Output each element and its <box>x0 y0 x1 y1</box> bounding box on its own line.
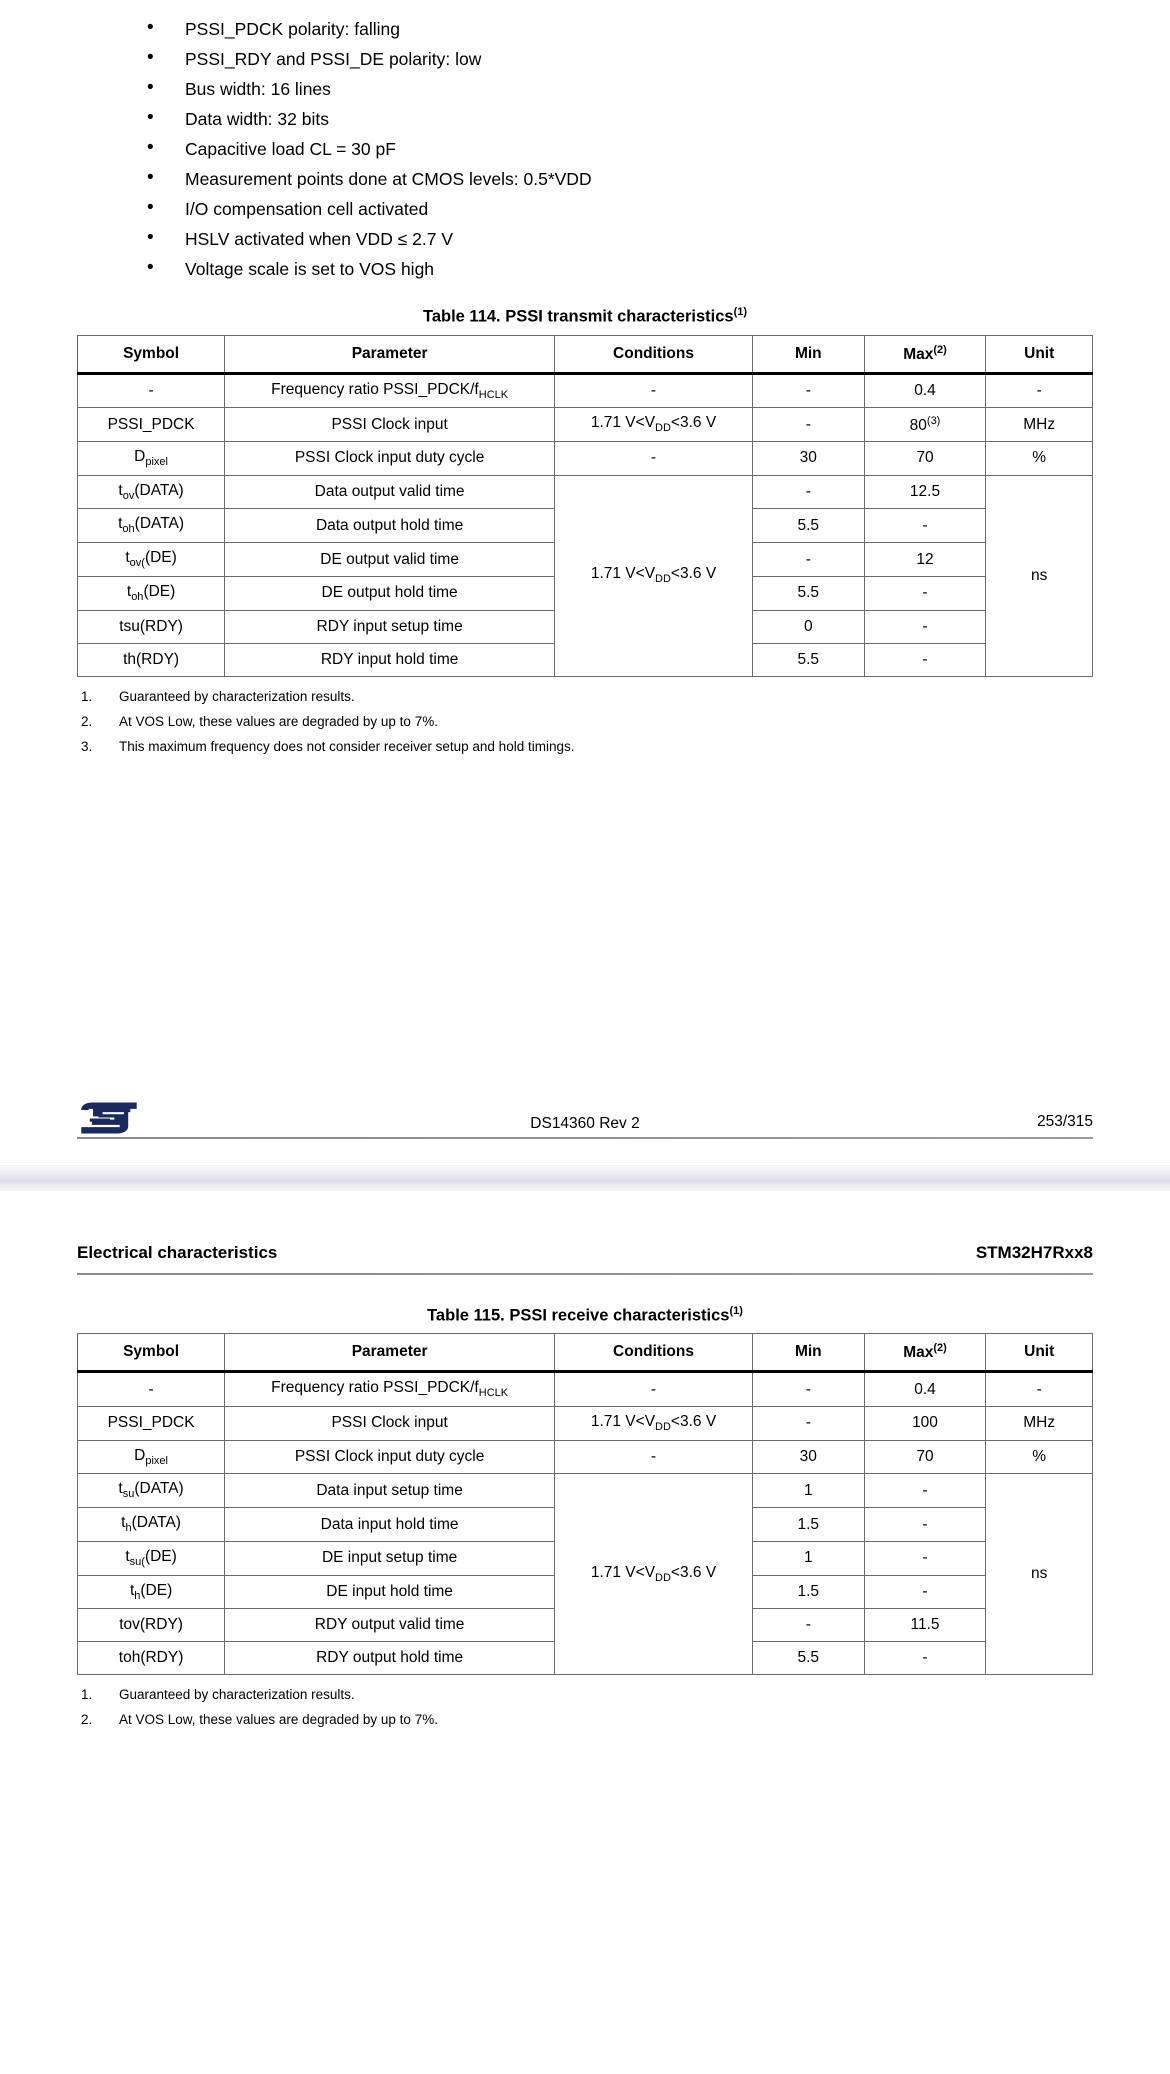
list-item <box>77 194 1093 224</box>
document-revision: DS14360 Rev 2 <box>530 1114 640 1132</box>
column-header-max-text: Max <box>903 345 934 363</box>
cell-symbol-tail: (DE) <box>143 582 176 600</box>
bullet-text: Capacitive load CL = 30 pF <box>185 139 396 159</box>
cell-parameter: DE output valid time <box>225 543 555 577</box>
cell-conditions-tail: <3.6 V <box>670 1412 717 1430</box>
cell-symbol: th(RDY) <box>78 643 225 676</box>
cell-symbol-subscript: ov <box>122 489 135 502</box>
cell-symbol-tail: (DATA) <box>134 515 185 533</box>
cell-symbol-text: t <box>118 515 123 533</box>
cell-symbol-subscript: su( <box>129 1555 145 1568</box>
cell-parameter: DE input hold time <box>225 1575 555 1609</box>
cell-unit-merged: ns <box>986 475 1093 676</box>
cell-symbol <box>78 1508 225 1542</box>
cell-symbol-tail: (DATA) <box>134 1480 184 1498</box>
page-separator <box>0 1147 1170 1209</box>
caption-text: Table 114. PSSI transmit characteristics <box>422 307 734 326</box>
cell-parameter: PSSI Clock input <box>225 408 555 442</box>
cell-max-text: 80 <box>909 416 927 434</box>
running-head-section: Electrical characteristics <box>77 1242 278 1262</box>
cell-conditions-head: 1.71 V<V <box>590 565 656 583</box>
cell-min: 30 <box>752 441 864 475</box>
cell-symbol: tov(RDY) <box>78 1609 225 1642</box>
cell-parameter: RDY input hold time <box>225 643 555 676</box>
cell-symbol-subscript: pixel <box>145 1454 168 1467</box>
column-header-max <box>864 1334 986 1372</box>
cell-symbol-text: t <box>121 1514 126 1532</box>
cell-max: 70 <box>864 441 986 475</box>
cell-conditions-subscript: DD <box>655 1420 671 1433</box>
table-row <box>78 475 1093 509</box>
caption-footnote-ref: (1) <box>733 306 748 318</box>
cell-conditions: - <box>555 1372 753 1407</box>
cell-conditions-subscript: DD <box>655 573 671 586</box>
cell-parameter: PSSI Clock input duty cycle <box>225 441 555 475</box>
cell-symbol: - <box>78 373 225 408</box>
cell-min: 1.5 <box>752 1575 864 1609</box>
bullet-text: PSSI_RDY and PSSI_DE polarity: low <box>185 49 482 69</box>
cell-symbol-text: t <box>125 549 130 567</box>
caption-text: Table 115. PSSI receive characteristics <box>427 1306 730 1325</box>
cell-conditions-tail: <3.6 V <box>670 565 717 583</box>
cell-conditions-head: 1.71 V<V <box>590 1563 656 1581</box>
footnote-text: At VOS Low, these values are degraded by up to 7%. <box>119 1712 438 1728</box>
table-115-caption <box>77 1305 1093 1326</box>
cell-parameter-subscript: HCLK <box>478 1387 509 1400</box>
cell-symbol <box>78 1440 225 1474</box>
footnote-item <box>77 686 1093 707</box>
cell-parameter: RDY output hold time <box>225 1642 555 1675</box>
cell-conditions-head: 1.71 V<V <box>590 414 656 432</box>
cell-min: - <box>752 1609 864 1642</box>
table-row <box>78 1406 1093 1440</box>
table-115-psst-receive-characteristics <box>77 1333 1093 1675</box>
cell-max: - <box>864 1541 986 1575</box>
caption-footnote-ref: (1) <box>729 1304 743 1317</box>
cell-max <box>864 408 986 442</box>
cell-min: 1 <box>752 1474 864 1508</box>
column-header-unit: Unit <box>986 1334 1093 1372</box>
cell-max: 12.5 <box>864 475 986 509</box>
cell-symbol-subscript: oh <box>122 523 135 536</box>
cell-max: - <box>864 576 986 610</box>
cell-max: - <box>864 1474 986 1508</box>
cell-parameter: RDY output valid time <box>225 1609 555 1642</box>
cell-conditions-head: 1.71 V<V <box>590 1412 656 1430</box>
footnote-number: 1. <box>81 1687 93 1703</box>
cell-parameter: RDY input setup time <box>225 610 555 643</box>
table-row <box>78 441 1093 475</box>
footnote-number: 1. <box>81 688 93 704</box>
bullet-text: HSLV activated when VDD ≤ 2.7 V <box>185 229 454 249</box>
column-header-symbol: Symbol <box>78 335 225 373</box>
cell-symbol <box>78 1541 225 1575</box>
table-114-footnotes <box>77 686 1093 757</box>
column-header-max-footnote-ref: (2) <box>933 343 947 356</box>
footnote-text: Guaranteed by characterization results. <box>119 1687 355 1703</box>
bullet-text: Data width: 32 bits <box>185 109 329 129</box>
cell-unit: - <box>986 1372 1093 1407</box>
footnote-number: 2. <box>81 713 93 729</box>
cell-max: - <box>864 1575 986 1609</box>
cell-parameter <box>225 373 555 408</box>
cell-symbol: toh(RDY) <box>78 1642 225 1675</box>
cell-symbol <box>78 543 225 577</box>
list-item <box>77 74 1093 104</box>
cell-conditions-subscript: DD <box>655 1572 671 1585</box>
footnote-text: Guaranteed by characterization results. <box>119 688 355 704</box>
bullet-text: Measurement points done at CMOS levels: 0.5*VDD <box>185 169 592 189</box>
table-row <box>78 1474 1093 1508</box>
cell-parameter: Data output valid time <box>225 475 555 509</box>
cell-symbol-tail: (DE) <box>140 1581 173 1599</box>
cell-symbol: PSSI_PDCK <box>78 408 225 442</box>
cell-unit: - <box>986 373 1093 408</box>
cell-min: - <box>752 408 864 442</box>
table-row <box>78 408 1093 442</box>
table-header-row <box>78 1334 1093 1372</box>
list-item <box>77 164 1093 194</box>
table-row <box>78 1372 1093 1407</box>
bullet-text: PSSI_PDCK polarity: falling <box>185 19 400 39</box>
cell-max: 70 <box>864 1440 986 1474</box>
page-footer <box>77 1087 1093 1147</box>
cell-min: - <box>752 1406 864 1440</box>
column-header-conditions: Conditions <box>555 335 753 373</box>
cell-parameter: DE input setup time <box>225 1541 555 1575</box>
cell-symbol: - <box>78 1372 225 1407</box>
footer-rule <box>77 1137 1093 1139</box>
cell-symbol-text: t <box>126 582 132 600</box>
cell-symbol <box>78 1474 225 1508</box>
table-row <box>78 373 1093 408</box>
cell-conditions-tail: <3.6 V <box>670 1563 717 1581</box>
cell-max: 0.4 <box>864 1372 986 1407</box>
cell-symbol-subscript: ov( <box>129 557 145 570</box>
cell-conditions <box>555 408 753 442</box>
cell-min: 5.5 <box>752 509 864 543</box>
cell-conditions: - <box>555 1440 753 1474</box>
cell-symbol-text: t <box>125 1547 130 1565</box>
cell-symbol-text: t <box>129 1581 135 1599</box>
cell-symbol <box>78 475 225 509</box>
cell-symbol-subscript: h <box>134 1589 141 1602</box>
cell-conditions-merged <box>555 475 753 676</box>
cell-unit-merged: ns <box>986 1474 1093 1675</box>
footnote-item <box>77 1684 1093 1705</box>
page-separator-band <box>0 1165 1170 1191</box>
footnote-text: At VOS Low, these values are degraded by up to 7%. <box>119 713 438 729</box>
cell-min: - <box>752 543 864 577</box>
cell-parameter: Data input hold time <box>225 1508 555 1542</box>
running-head <box>77 1209 1093 1283</box>
footnote-text: This maximum frequency does not consider receiver setup and hold timings. <box>119 738 575 754</box>
footnote-number: 3. <box>81 738 93 754</box>
cell-conditions-merged <box>555 1474 753 1675</box>
footnote-item <box>77 736 1093 757</box>
cell-min: - <box>752 373 864 408</box>
page-number: 253/315 <box>1036 1112 1093 1130</box>
cell-symbol <box>78 509 225 543</box>
cell-parameter <box>225 1372 555 1407</box>
cell-min: - <box>752 475 864 509</box>
column-header-max <box>864 335 986 373</box>
table-header-row <box>78 335 1093 373</box>
column-header-min: Min <box>752 1334 864 1372</box>
table-row <box>78 1440 1093 1474</box>
cell-min: 1.5 <box>752 1508 864 1542</box>
list-item <box>77 254 1093 284</box>
cell-unit: MHz <box>986 408 1093 442</box>
cell-parameter-text: Frequency ratio PSSI_PDCK/f <box>271 380 479 398</box>
cell-conditions-subscript: DD <box>655 422 671 435</box>
list-item <box>77 134 1093 164</box>
cell-symbol <box>78 576 225 610</box>
bullet-text: I/O compensation cell activated <box>185 199 429 219</box>
column-header-min: Min <box>752 335 864 373</box>
cell-max: 0.4 <box>864 373 986 408</box>
cell-parameter: PSSI Clock input <box>225 1406 555 1440</box>
cell-min: 5.5 <box>752 576 864 610</box>
cell-symbol <box>78 441 225 475</box>
cell-parameter: PSSI Clock input duty cycle <box>225 1440 555 1474</box>
cell-symbol-tail: (DATA) <box>134 481 184 499</box>
cell-symbol-subscript: pixel <box>145 456 168 469</box>
cell-conditions: - <box>555 373 753 408</box>
cell-max-footnote-ref: (3) <box>926 414 941 427</box>
cell-parameter: Data output hold time <box>225 509 555 543</box>
table-114-psst-transmit-characteristics <box>77 335 1093 677</box>
column-header-parameter: Parameter <box>225 335 555 373</box>
cell-unit: % <box>986 441 1093 475</box>
cell-conditions <box>555 1406 753 1440</box>
cell-max: - <box>864 509 986 543</box>
cell-max: 12 <box>864 543 986 577</box>
table-115-footnotes <box>77 1684 1093 1730</box>
cell-symbol-tail: (DE) <box>144 1547 177 1565</box>
cell-parameter: DE output hold time <box>225 576 555 610</box>
cell-min: 5.5 <box>752 1642 864 1675</box>
cell-parameter-text: Frequency ratio PSSI_PDCK/f <box>271 1379 479 1397</box>
cell-symbol-subscript: oh <box>131 591 144 603</box>
cell-symbol-tail: (DE) <box>144 549 177 567</box>
list-item <box>77 14 1093 44</box>
column-header-symbol: Symbol <box>78 1334 225 1372</box>
cell-parameter: Data input setup time <box>225 1474 555 1508</box>
running-head-product: STM32H7Rxx8 <box>975 1242 1093 1262</box>
cell-parameter-subscript: HCLK <box>478 388 509 401</box>
cell-max: 100 <box>864 1406 986 1440</box>
cell-symbol-tail: (DATA) <box>131 1514 181 1532</box>
cell-symbol-subscript: h <box>125 1522 132 1535</box>
cell-max: - <box>864 1642 986 1675</box>
list-item <box>77 224 1093 254</box>
cell-symbol-text: t <box>118 481 123 499</box>
column-header-unit: Unit <box>986 335 1093 373</box>
footnote-item <box>77 1709 1093 1730</box>
cell-max: - <box>864 1508 986 1542</box>
cell-symbol-text: D <box>134 447 146 465</box>
cell-max: 11.5 <box>864 1609 986 1642</box>
column-header-parameter: Parameter <box>225 1334 555 1372</box>
cell-min: 1 <box>752 1541 864 1575</box>
cell-symbol-text: D <box>134 1446 146 1464</box>
cell-min: 5.5 <box>752 643 864 676</box>
footnote-item <box>77 711 1093 732</box>
cell-symbol: PSSI_PDCK <box>78 1406 225 1440</box>
list-item <box>77 44 1093 74</box>
cell-unit: MHz <box>986 1406 1093 1440</box>
cell-conditions-tail: <3.6 V <box>670 414 717 432</box>
cell-symbol-subscript: su <box>122 1488 135 1501</box>
bullet-text: Bus width: 16 lines <box>185 79 331 99</box>
cell-symbol <box>78 1575 225 1609</box>
document-page-254 <box>0 1209 1170 1731</box>
column-header-max-text: Max <box>903 1344 934 1362</box>
cell-min: 0 <box>752 610 864 643</box>
column-header-max-footnote-ref: (2) <box>933 1342 947 1355</box>
running-head-rule <box>77 1273 1093 1275</box>
footnote-number: 2. <box>81 1712 93 1728</box>
cell-min: 30 <box>752 1440 864 1474</box>
column-header-conditions: Conditions <box>555 1334 753 1372</box>
cell-max: - <box>864 610 986 643</box>
cell-symbol-text: t <box>118 1480 123 1498</box>
table-114-caption <box>77 306 1093 327</box>
cell-conditions: - <box>555 441 753 475</box>
bullet-text: Voltage scale is set to VOS high <box>185 259 435 279</box>
cell-unit: % <box>986 1440 1093 1474</box>
cell-min: - <box>752 1372 864 1407</box>
list-item <box>77 104 1093 134</box>
cell-max: - <box>864 643 986 676</box>
bullet-list <box>77 4 1093 284</box>
cell-symbol: tsu(RDY) <box>78 610 225 643</box>
